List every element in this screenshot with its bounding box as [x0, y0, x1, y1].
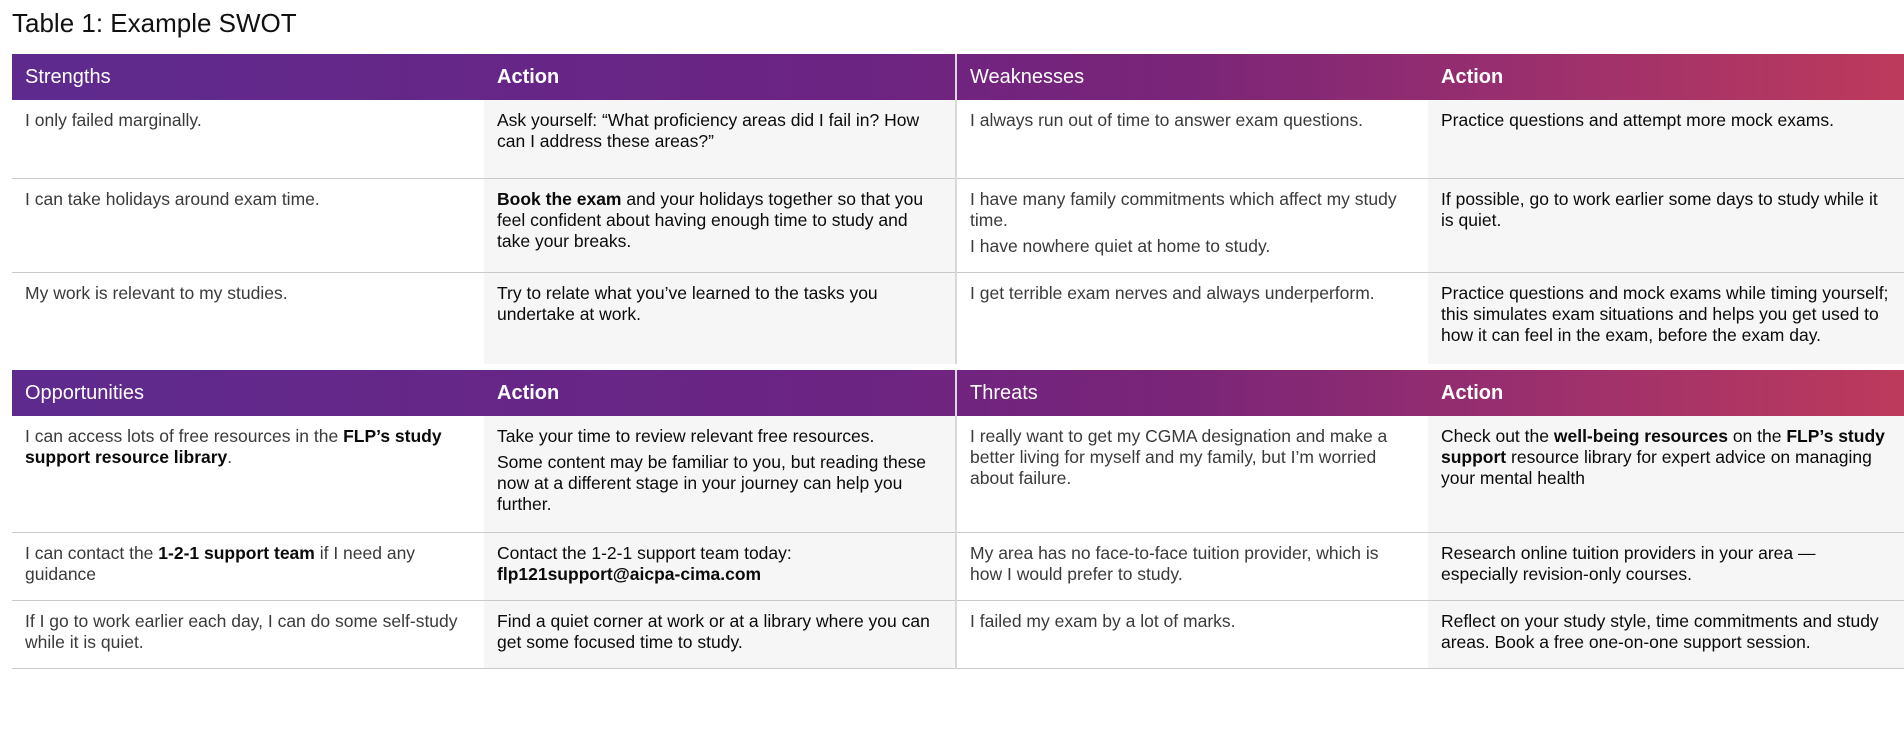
bold-text: FLP’s study support resource library	[25, 426, 442, 467]
action-cell: Try to relate what you’ve learned to the tasks you undertake at work.	[484, 272, 956, 364]
cell-text: if I need any guidance	[25, 542, 416, 584]
table-row	[12, 272, 1904, 364]
cell-text: on the	[1727, 426, 1787, 446]
cell-text: resource library for expert advice on managing your mental health	[1441, 447, 1872, 488]
swot-table-strengths-weaknesses	[12, 54, 1904, 364]
weakness-cell: I always run out of time to answer exam questions.	[956, 100, 1428, 178]
header-threats: Threats	[956, 370, 1428, 416]
cell-paragraph: I have many family commitments which affect my study time.	[970, 188, 1397, 230]
action-cell	[484, 416, 956, 532]
strength-cell: My work is relevant to my studies.	[12, 272, 484, 364]
header-opportunities: Opportunities	[25, 381, 144, 404]
cell-paragraph: Take your time to review relevant free resources.	[497, 426, 875, 446]
bold-text: Book the exam	[497, 188, 622, 209]
bold-text: well-being resources	[1553, 426, 1728, 446]
strength-cell: I only failed marginally.	[12, 100, 484, 178]
opportunity-cell	[12, 532, 484, 600]
action-cell: Find a quiet corner at work or at a library where you can get some focused time to study.	[484, 600, 956, 668]
header-action: Action	[1441, 381, 1504, 404]
cell-paragraph: I have nowhere quiet at home to study.	[970, 235, 1271, 256]
action-cell: If possible, go to work earlier some days to study while it is quiet.	[1428, 178, 1904, 272]
table-row	[12, 100, 1904, 178]
cell-text: Contact the 1-2-1 support team today:	[497, 542, 792, 563]
swot-table-opportunities-threats	[12, 370, 1904, 669]
bold-text: 1-2-1 support team	[158, 542, 315, 563]
table-row	[12, 600, 1904, 668]
threat-cell: I failed my exam by a lot of marks.	[956, 600, 1428, 668]
bold-text: FLP’s study support	[1441, 426, 1885, 467]
opportunity-cell: If I go to work earlier each day, I can do some self-study while it is quiet.	[12, 600, 484, 668]
header-action: Action	[497, 65, 560, 88]
cell-text: I can contact the	[25, 542, 159, 563]
weakness-cell: I get terrible exam nerves and always underperform.	[956, 272, 1428, 364]
cell-text: and your holidays together so that you feel confident about having enough time to study and take your breaks.	[497, 188, 924, 251]
weakness-cell	[956, 178, 1428, 272]
header-weaknesses: Weaknesses	[956, 54, 1428, 100]
action-cell: Ask yourself: “What proficiency areas did I fail in? How can I address these areas?”	[484, 100, 956, 178]
action-cell: Practice questions and attempt more mock exams.	[1428, 100, 1904, 178]
cell-paragraph: Some content may be familiar to you, but reading these now at a different stage in your journey can help you further.	[497, 452, 926, 514]
action-cell: Research online tuition providers in your area — especially revision-only courses.	[1428, 532, 1904, 600]
table-title: Table 1: Example SWOT	[12, 8, 297, 38]
opportunity-cell	[12, 416, 484, 532]
cell-text: I can access lots of free resources in the	[25, 426, 344, 446]
strength-cell: I can take holidays around exam time.	[12, 178, 484, 272]
support-email-link[interactable]: flp121support@aicpa-cima.com	[497, 563, 762, 584]
header-row	[12, 370, 1904, 416]
cell-text: .	[227, 447, 233, 467]
action-cell	[1428, 416, 1904, 532]
action-cell: Reflect on your study style, time commitments and study areas. Book a free one-on-one support session.	[1428, 600, 1904, 668]
action-cell	[484, 178, 956, 272]
header-strengths: Strengths	[25, 65, 111, 88]
threat-cell: I really want to get my CGMA designation and make a better living for myself and my family, but I’m worried about failure.	[956, 416, 1428, 532]
action-cell	[484, 532, 956, 600]
table-row	[12, 532, 1904, 600]
table-row	[12, 178, 1904, 272]
action-cell: Practice questions and mock exams while timing yourself; this simulates exam situations and helps you get used to how it can feel in the exam, before the exam day.	[1428, 272, 1904, 364]
cell-text: Check out the	[1441, 426, 1554, 446]
threat-cell: My area has no face-to-face tuition provider, which is how I would prefer to study.	[956, 532, 1428, 600]
header-action: Action	[497, 381, 560, 404]
table-row	[12, 416, 1904, 532]
header-action: Action	[1441, 65, 1504, 88]
header-row	[12, 54, 1904, 100]
